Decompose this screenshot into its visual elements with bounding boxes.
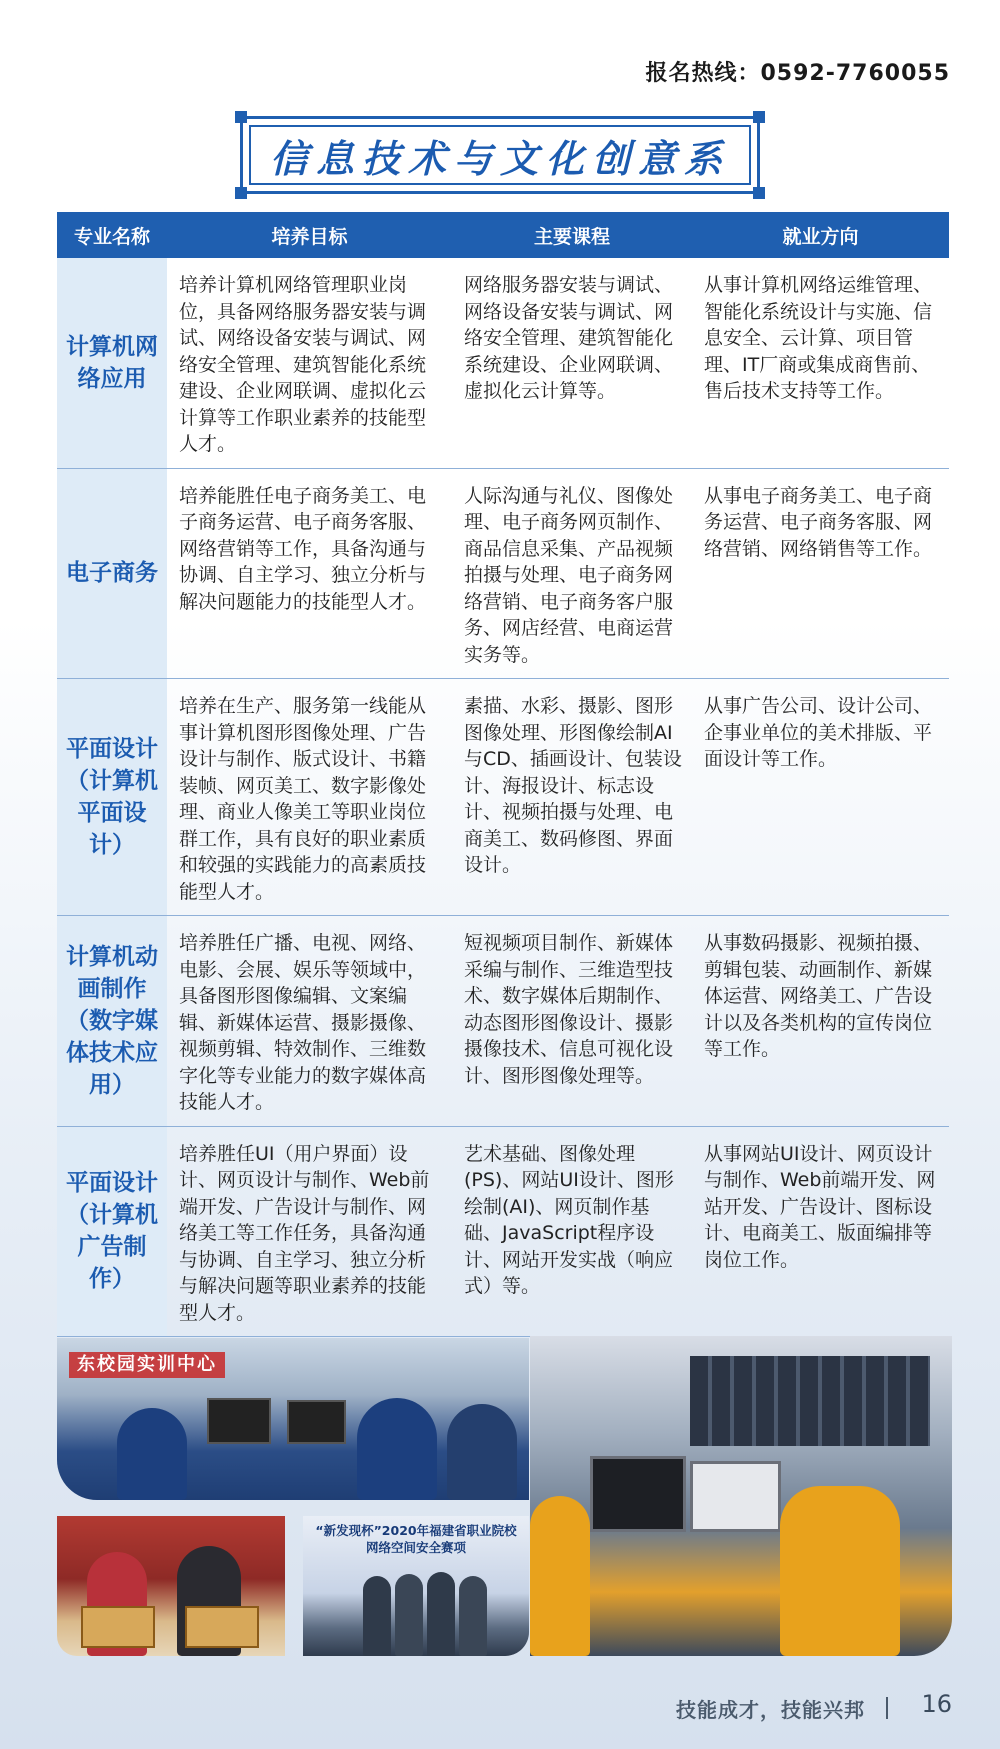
footer-slogan: 技能成才，技能兴邦 <box>676 1698 865 1722</box>
person-figure <box>459 1576 487 1656</box>
training-center-banner: 东校园实训中心 <box>69 1352 225 1378</box>
person-figure <box>427 1572 455 1656</box>
career-direction: 从事计算机网络运维管理、智能化系统设计与实施、信息安全、云计算、项目管理、IT厂商或集成商售前、售后技术支持等工作。 <box>692 258 949 468</box>
training-goal: 培养计算机网络管理职业岗位，具备网络服务器安装与调试、网络设备安装与调试、网络安全管理、建筑智能化系统建设、企业网联调、虚拟化云计算等工作职业素养的技能型人才。 <box>167 258 452 468</box>
table-row <box>57 916 949 1127</box>
main-courses: 素描、水彩、摄影、图形图像处理、形图像绘制AI与CD、插画设计、包装设计、海报设计、标志设计、视频拍摄与处理、电商美工、数码修图、界面设计。 <box>452 679 692 916</box>
monitor-shape <box>287 1400 346 1444</box>
award-plaque <box>81 1606 155 1648</box>
main-courses: 网络服务器安装与调试、网络设备安装与调试、网络安全管理、建筑智能化系统建设、企业网联调、虚拟化云计算等。 <box>452 258 692 468</box>
major-name: 电子商务 <box>57 468 167 679</box>
student-figure <box>530 1496 590 1656</box>
page-number: 16 <box>921 1690 952 1718</box>
frame-corner <box>753 111 765 123</box>
student-figure <box>357 1398 437 1500</box>
training-goal: 培养胜任UI（用户界面）设计、网页设计与制作、Web前端开发、广告设计与制作、网络美工等工作任务，具备沟通与协调、自主学习、独立分析与解决问题等职业素养的技能型人才。 <box>167 1126 452 1337</box>
table-row <box>57 468 949 679</box>
competition-banner-line: 网络空间安全赛项 <box>365 1540 466 1555</box>
competition-photo <box>303 1516 529 1656</box>
person-figure <box>363 1576 391 1656</box>
section-title: 信息技术与文化创意系 <box>269 136 730 181</box>
table-row <box>57 679 949 916</box>
network-lab-photo <box>530 1336 952 1656</box>
header-main-courses: 主要课程 <box>452 212 692 258</box>
career-direction: 从事网站UI设计、网页设计与制作、Web前端开发、网站开发、广告设计、图标设计、电商美工、版面编排等岗位工作。 <box>692 1126 949 1337</box>
monitor-shape <box>690 1461 781 1532</box>
header-major-name: 专业名称 <box>57 212 167 258</box>
career-direction: 从事广告公司、设计公司、企事业单位的美术排版、平面设计等工作。 <box>692 679 949 916</box>
major-name: 平面设计（计算机平面设计） <box>57 679 167 916</box>
training-goal: 培养胜任广播、电视、网络、电影、会展、娱乐等领域中，具备图形图像编辑、文案编辑、新媒体运营、摄影摄像、视频剪辑、特效制作、三维数字化等专业能力的数字媒体高技能人才。 <box>167 916 452 1127</box>
competition-banner <box>303 1522 529 1556</box>
table-header-row <box>57 212 949 258</box>
award-plaque <box>185 1606 259 1648</box>
major-name: 计算机动画制作（数字媒体技术应用） <box>57 916 167 1127</box>
frame-corner <box>235 187 247 199</box>
major-name: 平面设计（计算机广告制作） <box>57 1126 167 1337</box>
student-figure <box>447 1404 517 1500</box>
major-name: 计算机网络应用 <box>57 258 167 468</box>
table-row <box>57 1126 949 1337</box>
footer-divider <box>886 1697 888 1719</box>
monitor-shape <box>207 1398 271 1444</box>
career-direction: 从事电子商务美工、电子商务运营、电子商务客服、网络营销、网络销售等工作。 <box>692 468 949 679</box>
award-photo <box>57 1516 285 1656</box>
header-training-goal: 培养目标 <box>167 212 452 258</box>
frame-corner <box>753 187 765 199</box>
server-rack-shape <box>690 1356 930 1446</box>
main-courses: 短视频项目制作、新媒体采编与制作、三维造型技术、数字媒体后期制作、动态图形图像设计、摄影摄像技术、信息可视化设计、图形图像处理等。 <box>452 916 692 1127</box>
person-figure <box>395 1574 423 1656</box>
header-career-direction: 就业方向 <box>692 212 949 258</box>
training-goal: 培养能胜任电子商务美工、电子商务运营、电子商务客服、网络营销等工作，具备沟通与协调、自主学习、独立分析与解决问题能力的技能型人才。 <box>167 468 452 679</box>
career-direction: 从事数码摄影、视频拍摄、剪辑包装、动画制作、新媒体运营、网络美工、广告设计以及各类机构的宣传岗位等工作。 <box>692 916 949 1127</box>
main-courses: 艺术基础、图像处理(PS)、网站UI设计、图形绘制(AI)、网页制作基础、JavaScript程序设计、网站开发实战（响应式）等。 <box>452 1126 692 1337</box>
training-center-photo <box>57 1338 529 1500</box>
hotline-text: 报名热线：0592-7760055 <box>645 61 950 86</box>
training-goal: 培养在生产、服务第一线能从事计算机图形图像处理、广告设计与制作、版式设计、书籍装帧、网页美工、数字影像处理、商业人像美工等职业岗位群工作，具有良好的职业素质和较强的实践能力的高素质技能型人才。 <box>167 679 452 916</box>
frame-corner <box>235 111 247 123</box>
competition-banner-line: “新发现杯”2020年福建省职业院校 <box>315 1523 517 1538</box>
student-figure <box>117 1408 187 1500</box>
majors-table <box>57 212 949 1337</box>
monitor-shape <box>590 1456 686 1532</box>
student-figure <box>780 1486 900 1656</box>
main-courses: 人际沟通与礼仪、图像处理、电子商务网页制作、商品信息采集、产品视频拍摄与处理、电子商务网络营销、电子商务客户服务、网店经营、电商运营实务等。 <box>452 468 692 679</box>
table-row <box>57 258 949 468</box>
section-title-frame <box>240 116 760 194</box>
